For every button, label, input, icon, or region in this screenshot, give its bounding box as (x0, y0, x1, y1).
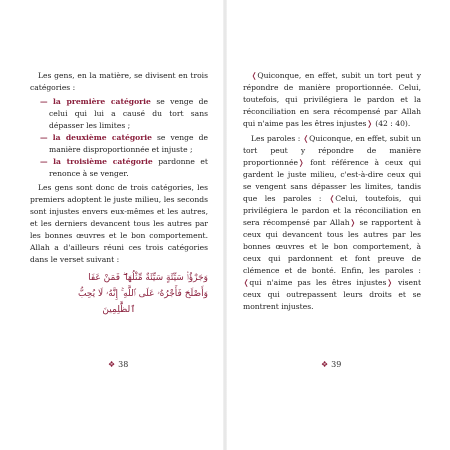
list-item (40, 132, 208, 156)
book-gutter (223, 0, 227, 450)
arabic-line: ٱلظَّٰلِمِينَ (102, 305, 136, 315)
ornament-icon: ❖ (321, 360, 329, 369)
category-label: la première catégorie (53, 97, 151, 106)
right-page (243, 70, 421, 315)
quote-open: ❬ (251, 71, 258, 80)
summary-paragraph: Les gens sont donc de trois catégories, les premiers adoptent le juste milieu, les seconds sont injustes envers eux-mêmes et les autres, et les derniers devancent tous les autres par les bonnes œuvres et le bon comportement. Allah a d'ailleurs réuni ces trois catégories dans le verset suivant : (30, 183, 208, 264)
arabic-line: وَأَصْلَحَ فَأَجْرُهُۥ عَلَى ٱللَّهِ ۚ إِنَّهُۥ لَا يُحِبُّ (77, 289, 208, 299)
left-page (30, 70, 208, 320)
text-run: font référence à ceux qui gardent le juste milieu, c'est-à-dire ceux qui se vengent sans dépasser les limites, tandis que les paroles : (243, 158, 421, 203)
verse-translation (243, 70, 421, 130)
page-number: 38 (118, 360, 129, 369)
text-run: Les paroles : (251, 134, 303, 143)
dash: — (40, 133, 48, 142)
category-list (40, 96, 208, 180)
list-item (40, 96, 208, 132)
category-text: se venge de celui qui lui a causé du tort sans dépasser les limites ; (49, 97, 209, 130)
verse-reference: (42 : 40). (372, 119, 411, 128)
page-number-left (105, 360, 128, 369)
page-number: 39 (331, 360, 342, 369)
quote-close: ❭ (386, 278, 393, 287)
list-item (40, 156, 208, 180)
text-run: visent ceux qui outrepassent leurs droits et se montrent injustes. (243, 278, 421, 311)
category-text: se venge de manière disproportionnée et injuste ; (49, 133, 208, 154)
quote-close: ❭ (297, 158, 305, 167)
quote-close: ❭ (349, 218, 356, 227)
text-run: se rapportent à ceux qui devancent tous les autres par les bonnes œuvres et le bon comportement, à ceux qui pardonnent et font preuve de clémence et de bonté. Enfin, les paroles : (243, 218, 421, 275)
commentary-paragraph (243, 133, 421, 313)
quote-open: ❬ (328, 194, 336, 203)
arabic-verse (30, 270, 208, 318)
dash: — (40, 97, 48, 106)
quoted-text: qui n'aime pas les êtres injustes (249, 278, 387, 287)
quote-open: ❬ (243, 278, 250, 287)
quote-text: Quiconque, en effet, subit un tort peut y répondre de manière proportionnée. Celui, toutefois, qui privilégiera le pardon et la réconciliation en sera récompensé par Allah qui n'aime pas les êtres injustes (243, 71, 421, 128)
arabic-line: وَجَزَٰٓؤُا۟ سَيِّئَةٍ سَيِّئَةٌ مِّثْلُهَا ۖ فَمَنْ عَفَا (88, 273, 208, 283)
page-number-right (318, 360, 341, 369)
ornament-icon: ❖ (108, 360, 116, 369)
quoted-text: Celui, toutefois, qui privilégiera le pardon et la réconciliation en sera récompensé par Allah (243, 194, 421, 227)
category-label: la deuxième catégorie (52, 133, 152, 142)
category-label: la troisième catégorie (53, 157, 153, 166)
dash: — (40, 157, 48, 166)
quote-open: ❬ (302, 134, 310, 143)
category-text: pardonne et renonce à se venger. (49, 157, 208, 178)
quote-close: ❭ (366, 119, 373, 128)
intro-paragraph: Les gens, en la matière, se divisent en trois catégories : (30, 71, 208, 92)
quoted-text: Quiconque, en effet, subit un tort peut y répondre de manière proportionnée (243, 134, 422, 167)
